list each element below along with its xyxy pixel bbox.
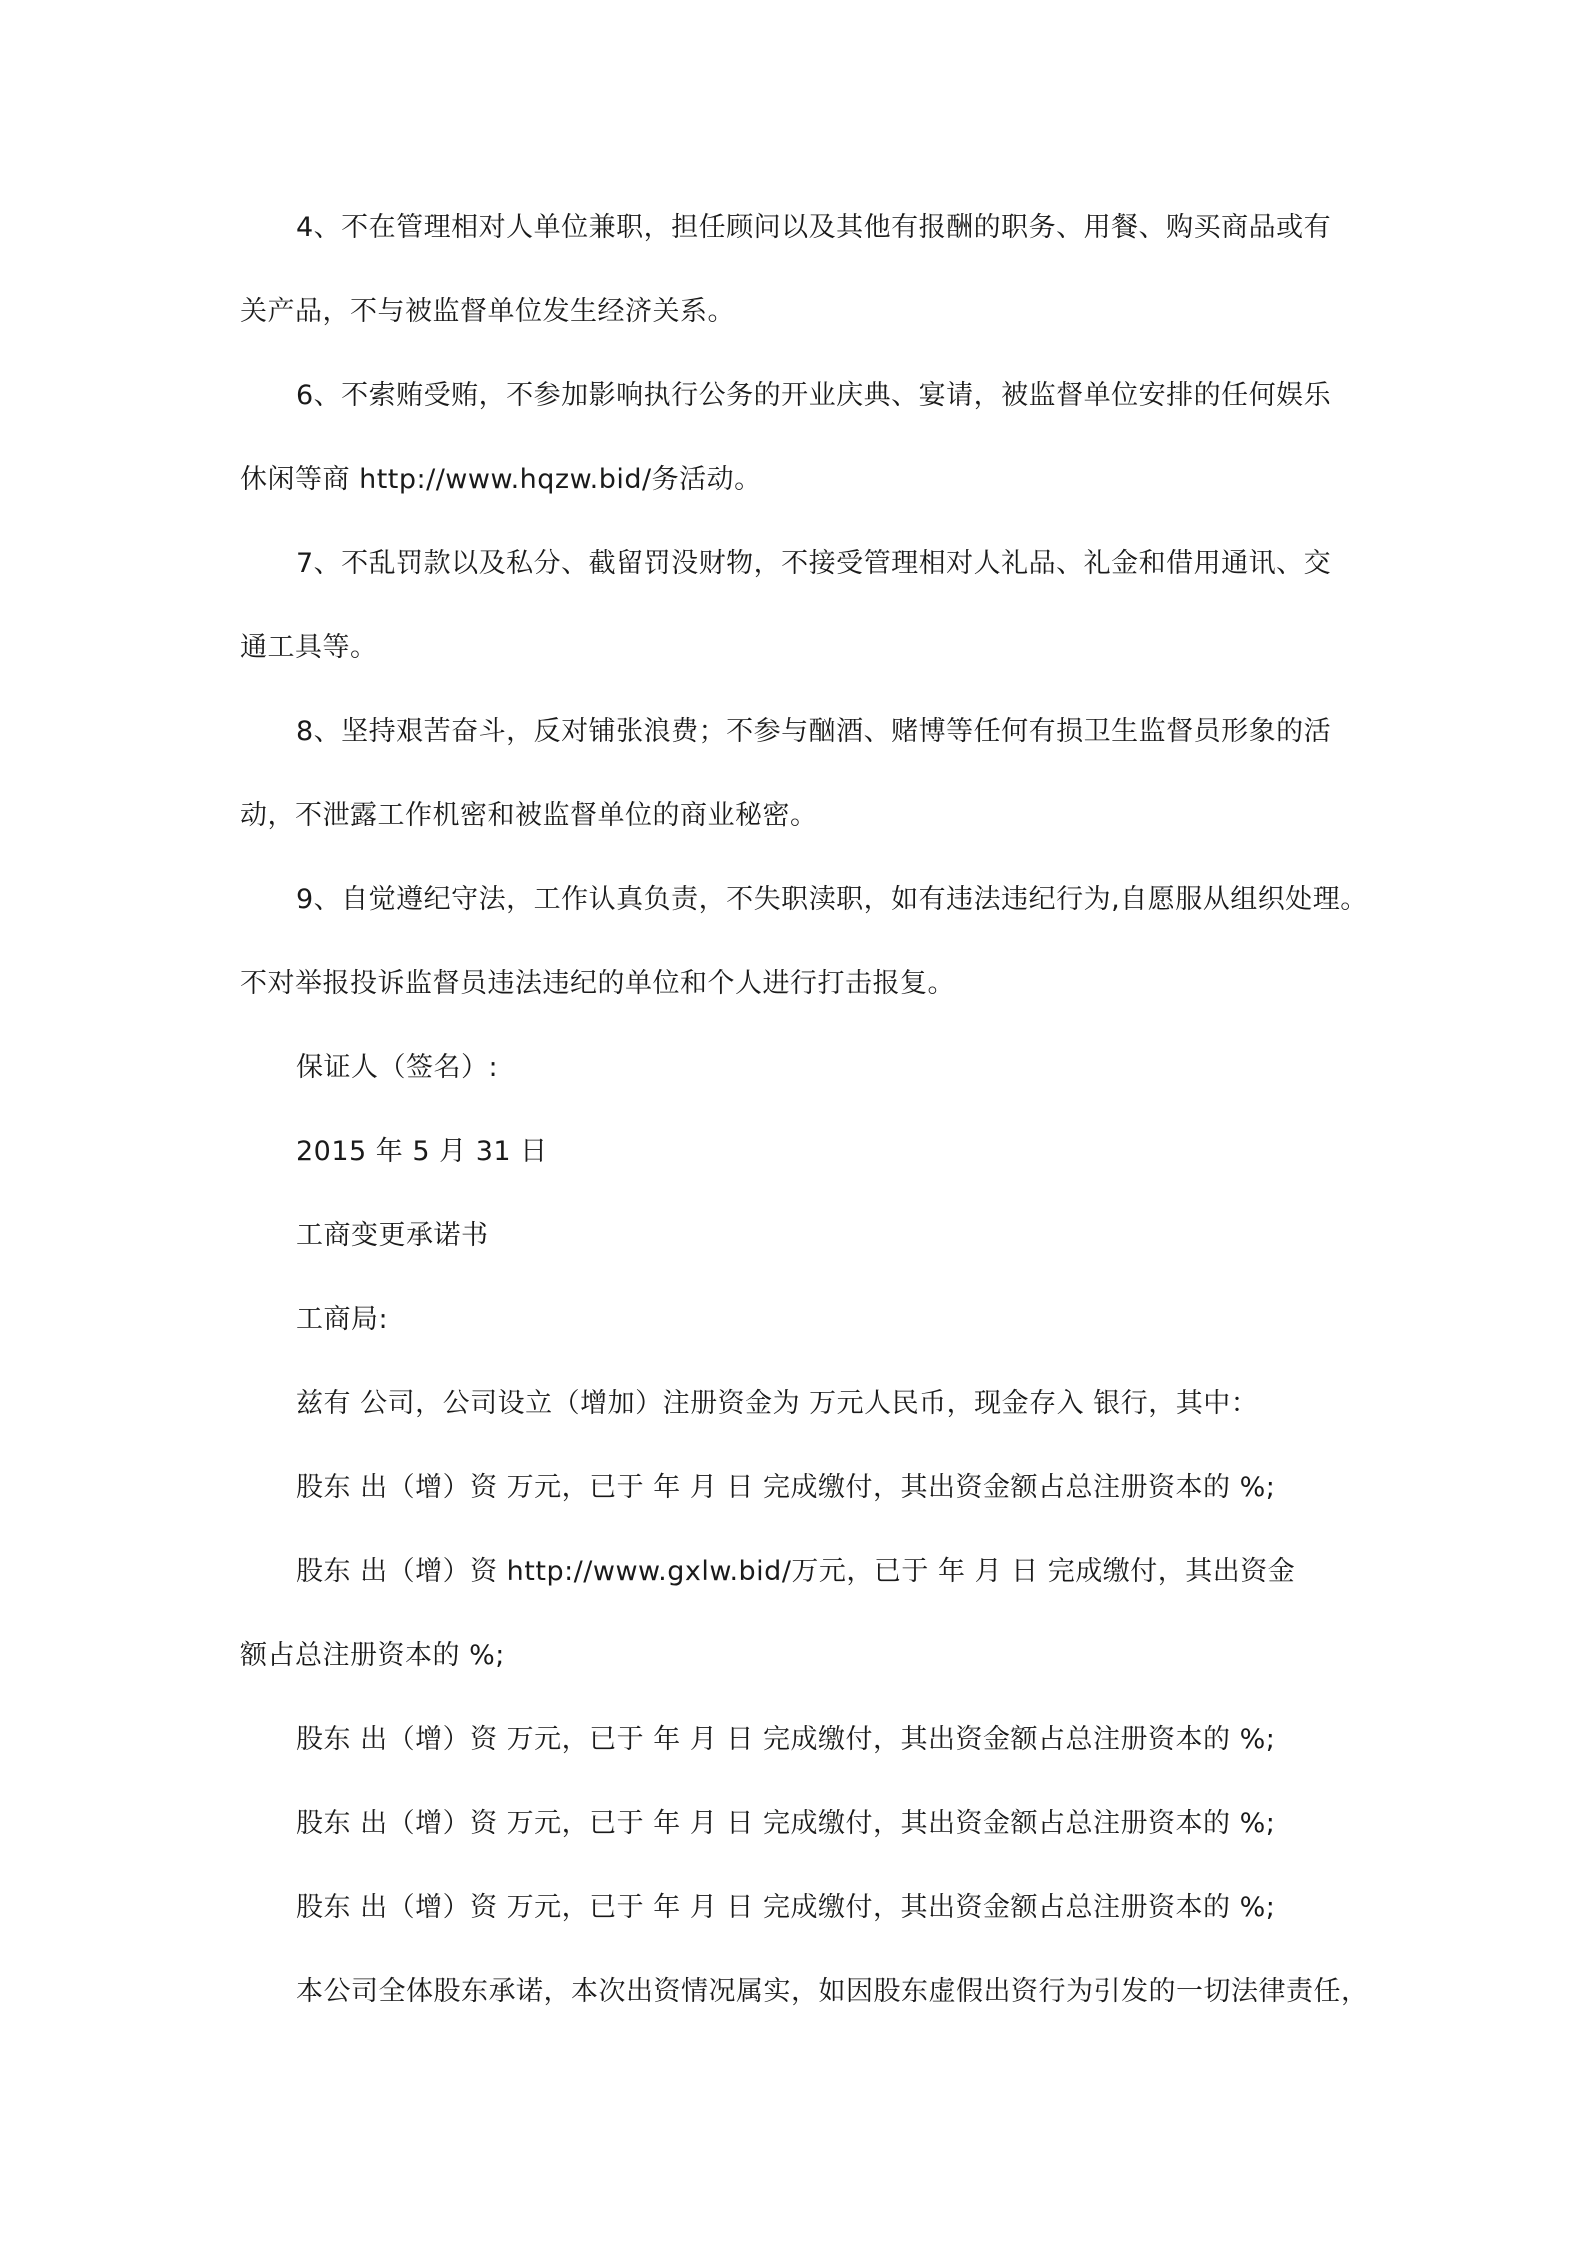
commitment-title: 工商变更承诺书: [296, 1220, 489, 1251]
paragraph-4-line-1: 4、不在管理相对人单位兼职，担任顾问以及其他有报酬的职务、用餐、购买商品或有: [296, 212, 1332, 243]
paragraph-6-line-2: 休闲等商 http://www.hqzw.bid/务活动。: [240, 464, 762, 495]
paragraph-7-line-2: 通工具等。: [240, 632, 378, 663]
capital-statement: 兹有 公司，公司设立（增加）注册资金为 万元人民币，现金存入 银行，其中：: [296, 1388, 1259, 1419]
shareholder-line-1: 股东 出（增）资 万元，已于 年 月 日 完成缴付，其出资金额占总注册资本的 %;: [296, 1472, 1276, 1503]
shareholder-line-2b: 额占总注册资本的 %;: [240, 1640, 505, 1671]
shareholder-line-2a: 股东 出（增）资 http://www.gxlw.bid/万元，已于 年 月 日 完成缴付，其出资金: [296, 1556, 1296, 1587]
paragraph-6-line-1: 6、不索贿受贿，不参加影响执行公务的开业庆典、宴请，被监督单位安排的任何娱乐: [296, 380, 1332, 411]
paragraph-7-line-1: 7、不乱罚款以及私分、截留罚没财物，不接受管理相对人礼品、礼金和借用通讯、交: [296, 548, 1332, 579]
paragraph-9-line-1: 9、自觉遵纪守法，工作认真负责，不失职渎职，如有违法违纪行为,自愿服从组织处理。: [296, 884, 1368, 915]
commitment-statement: 本公司全体股东承诺，本次出资情况属实，如因股东虚假出资行为引发的一切法律责任，: [296, 1976, 1369, 2007]
paragraph-8-line-1: 8、坚持艰苦奋斗，反对铺张浪费；不参与酗酒、赌博等任何有损卫生监督员形象的活: [296, 716, 1332, 747]
paragraph-4-line-2: 关产品，不与被监督单位发生经济关系。: [240, 296, 735, 327]
addressee: 工商局:: [296, 1304, 389, 1335]
shareholder-line-5: 股东 出（增）资 万元，已于 年 月 日 完成缴付，其出资金额占总注册资本的 %;: [296, 1892, 1276, 1923]
signature-date: 2015 年 5 月 31 日: [296, 1136, 548, 1167]
paragraph-8-line-2: 动，不泄露工作机密和被监督单位的商业秘密。: [240, 800, 818, 831]
shareholder-line-4: 股东 出（增）资 万元，已于 年 月 日 完成缴付，其出资金额占总注册资本的 %;: [296, 1808, 1276, 1839]
paragraph-9-line-2: 不对举报投诉监督员违法违纪的单位和个人进行打击报复。: [240, 968, 955, 999]
guarantor-signature: 保证人（签名）:: [296, 1052, 499, 1083]
shareholder-line-3: 股东 出（增）资 万元，已于 年 月 日 完成缴付，其出资金额占总注册资本的 %;: [296, 1724, 1276, 1755]
